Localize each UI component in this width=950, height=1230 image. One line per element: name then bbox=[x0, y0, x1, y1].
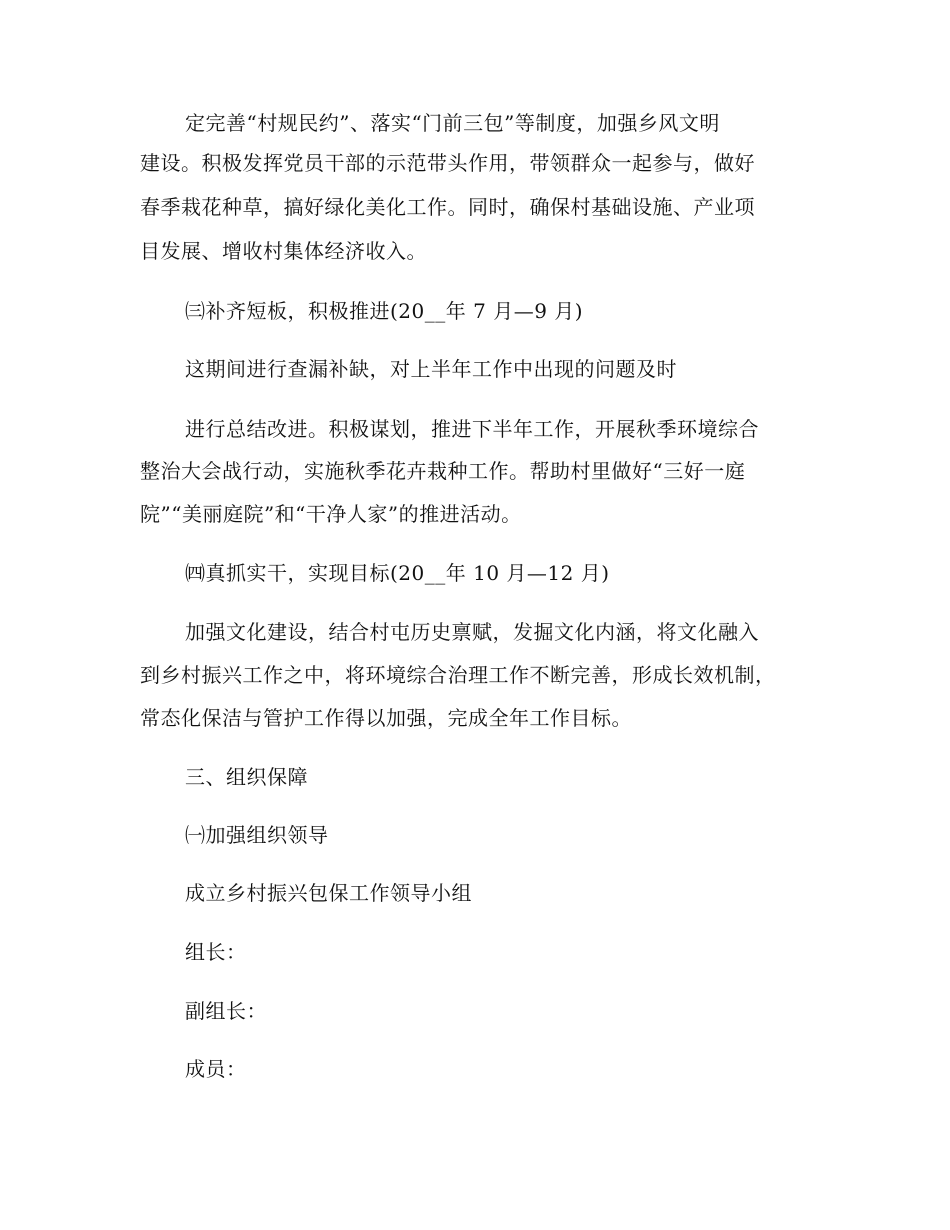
paragraph-line: 到乡村振兴工作之中，将环境综合治理工作不断完善，形成长效机制， bbox=[140, 663, 776, 687]
paragraph-line: 整治大会战行动，实施秋季花卉栽种工作。帮助村里做好“三好一庭 bbox=[140, 459, 746, 483]
paragraph-line: 春季栽花种草，搞好绿化美化工作。同时，确保村基础设施、产业项 bbox=[140, 195, 755, 219]
section-heading: 三、组织保障 bbox=[185, 765, 308, 789]
paragraph-line: 目发展、增收村集体经济收入。 bbox=[140, 239, 427, 263]
paragraph-line: 建设。积极发挥党员干部的示范带头作用，带领群众一起参与，做好 bbox=[140, 151, 755, 175]
subheading-4: ㈣真抓实干，实现目标(20__年 10 月—12 月) bbox=[185, 561, 610, 585]
paragraph-line: 加强文化建设，结合村屯历史禀赋，发掘文化内涵，将文化融入 bbox=[185, 620, 759, 644]
paragraph-line: 院”“美丽庭院”和“干净人家”的推进活动。 bbox=[140, 502, 522, 526]
subsection-heading: ㈠加强组织领导 bbox=[185, 823, 329, 847]
leader-label: 组长： bbox=[185, 940, 247, 964]
paragraph-line: 定完善“村规民约”、落实“门前三包”等制度，加强乡风文明 bbox=[185, 111, 720, 135]
paragraph-line: 进行总结改进。积极谋划，推进下半年工作，开展秋季环境综合 bbox=[185, 417, 759, 441]
deputy-leader-label: 副组长： bbox=[185, 999, 267, 1023]
subheading-3: ㈢补齐短板，积极推进(20__年 7 月—9 月) bbox=[185, 299, 584, 323]
member-label: 成员： bbox=[185, 1057, 247, 1081]
group-intro: 成立乡村振兴包保工作领导小组 bbox=[185, 881, 472, 905]
paragraph-line: 这期间进行查漏补缺，对上半年工作中出现的问题及时 bbox=[185, 357, 677, 381]
paragraph-line: 常态化保洁与管护工作得以加强，完成全年工作目标。 bbox=[140, 706, 632, 730]
